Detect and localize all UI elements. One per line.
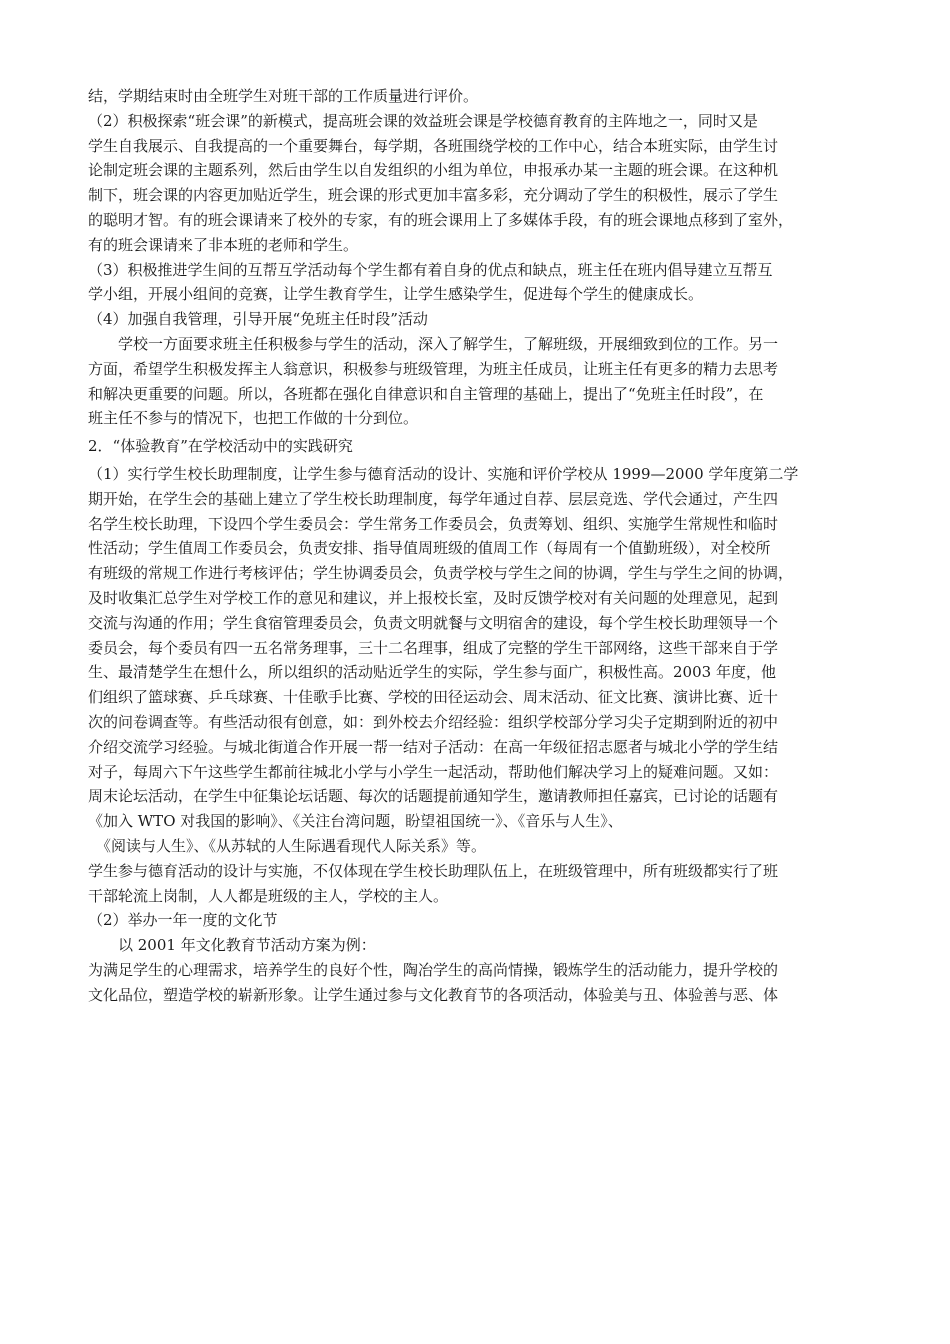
text-line: 生、最清楚学生在想什么，所以组织的活动贴近学生的实际，学生参与面广，积极性高。2003 年度，他 bbox=[88, 663, 776, 682]
text-line: 交流与沟通的作用；学生食宿管理委员会，负责文明就餐与文明宿舍的建设，每个学生校长助理领导一个 bbox=[88, 613, 779, 632]
text-line: 对子，每周六下午这些学生都前往城北小学与小学生一起活动，帮助他们解决学习上的疑难问题。又如： bbox=[88, 762, 779, 781]
text-line: （4）加强自我管理，引导开展“免班主任时段”活动 bbox=[88, 310, 428, 329]
text-line: 和解决更重要的问题。所以，各班都在强化自律意识和自主管理的基础上，提出了“免班主任时段”，在 bbox=[88, 384, 764, 403]
text-line: 制下，班会课的内容更加贴近学生，班会课的形式更加丰富多彩，充分调动了学生的积极性，展示了学生 bbox=[88, 186, 779, 205]
text-line: 学生自我展示、自我提高的一个重要舞台，每学期，各班围绕学校的工作中心，结合本班实际，由学生讨 bbox=[88, 136, 779, 155]
text-line: 论制定班会课的主题系列，然后由学生以自发组织的小组为单位，申报承办某一主题的班会课。在这种机 bbox=[88, 161, 779, 180]
text-line: 委员会，每个委员有四一五名常务理事，三十二名理事，组成了完整的学生干部网络，这些干部来自于学 bbox=[88, 638, 779, 657]
text-line: 《加入 WTO 对我国的影响》、《关注台湾问题，盼望祖国统一》、《音乐与人生》、 bbox=[88, 812, 623, 831]
text-line: （2）举办一年一度的文化节 bbox=[88, 911, 278, 930]
text-line: 期开始，在学生会的基础上建立了学生校长助理制度，每学年通过自荐、层层竞选、学代会通过，产生四 bbox=[88, 489, 779, 508]
text-line: 文化品位，塑造学校的崭新形象。让学生通过参与文化教育节的各项活动，体验美与丑、体验善与恶、体 bbox=[88, 985, 779, 1004]
text-line: 有的班会课请来了非本班的老师和学生。 bbox=[88, 235, 359, 254]
text-line: 周末论坛活动，在学生中征集论坛话题、每次的话题提前通知学生，邀请教师担任嘉宾，已讨论的话题有 bbox=[88, 787, 779, 806]
text-line: 以 2001 年文化教育节活动方案为例： bbox=[118, 936, 376, 955]
text-line: 介绍交流学习经验。与城北街道合作开展一帮一结对子活动：在高一年级征招志愿者与城北小学的学生结 bbox=[88, 737, 779, 756]
text-line: 性活动；学生值周工作委员会，负责安排、指导值周班级的值周工作（每周有一个值勤班级），对全校所 bbox=[88, 539, 771, 558]
text-line: （3）积极推进学生间的互帮互学活动每个学生都有着自身的优点和缺点，班主任在班内倡导建立互帮互 bbox=[88, 260, 773, 279]
text-line: 方面，希望学生积极发挥主人翁意识，积极参与班级管理，为班主任成员，让班主任有更多的精力去思考 bbox=[88, 359, 779, 378]
text-line: 2．“体验教育”在学校活动中的实践研究 bbox=[88, 437, 353, 456]
text-line: 们组织了篮球赛、乒乓球赛、十佳歌手比赛、学校的田径运动会、周末活动、征文比赛、演讲比赛、近十 bbox=[88, 688, 779, 707]
text-line: 《阅读与人生》、《从苏轼的人生际遇看现代人际关系》等。 bbox=[96, 836, 487, 855]
text-line: （2）积极探索“班会课”的新模式，提高班会课的效益班会课是学校德育教育的主阵地之一，同时又是 bbox=[88, 111, 758, 130]
text-line: 有班级的常规工作进行考核评估；学生协调委员会，负责学校与学生之间的协调，学生与学生之间的协调， bbox=[88, 564, 794, 583]
text-line: 次的问卷调查等。有些活动很有创意，如：到外校去介绍经验：组织学校部分学习尖子定期到附近的初中 bbox=[88, 712, 779, 731]
text-line: 结，学期结束时由全班学生对班干部的工作质量进行评价。 bbox=[88, 87, 479, 105]
text-line: 为满足学生的心理需求，培养学生的良好个性，陶冶学生的高尚情操，锻炼学生的活动能力，提升学校的 bbox=[88, 960, 779, 979]
text-line: 的聪明才智。有的班会课请来了校外的专家，有的班会课用上了多媒体手段，有的班会课地点移到了室外， bbox=[88, 210, 794, 229]
text-line: （1）实行学生校长助理制度，让学生参与德育活动的设计、实施和评价学校从 1999—2000 学年度第二学 bbox=[88, 464, 799, 483]
text-line: 学小组，开展小组间的竞赛，让学生教育学生，让学生感染学生，促进每个学生的健康成长。 bbox=[88, 285, 704, 304]
text-line: 干部轮流上岗制，人人都是班级的主人，学校的主人。 bbox=[88, 886, 449, 905]
document-page bbox=[88, 84, 878, 1007]
text-line: 学生参与德育活动的设计与实施，不仅体现在学生校长助理队伍上，在班级管理中，所有班级都实行了班 bbox=[88, 861, 779, 880]
text-line: 学校一方面要求班主任积极参与学生的活动，深入了解学生，了解班级，开展细致到位的工作。另一 bbox=[118, 334, 779, 353]
text-line: 名学生校长助理，下设四个学生委员会：学生常务工作委员会，负责筹划、组织、实施学生常规性和临时 bbox=[88, 514, 779, 533]
text-line: 及时收集汇总学生对学校工作的意见和建议，并上报校长室，及时反馈学校对有关问题的处理意见，起到 bbox=[88, 588, 779, 607]
text-line: 班主任不参与的情况下，也把工作做的十分到位。 bbox=[88, 409, 419, 428]
